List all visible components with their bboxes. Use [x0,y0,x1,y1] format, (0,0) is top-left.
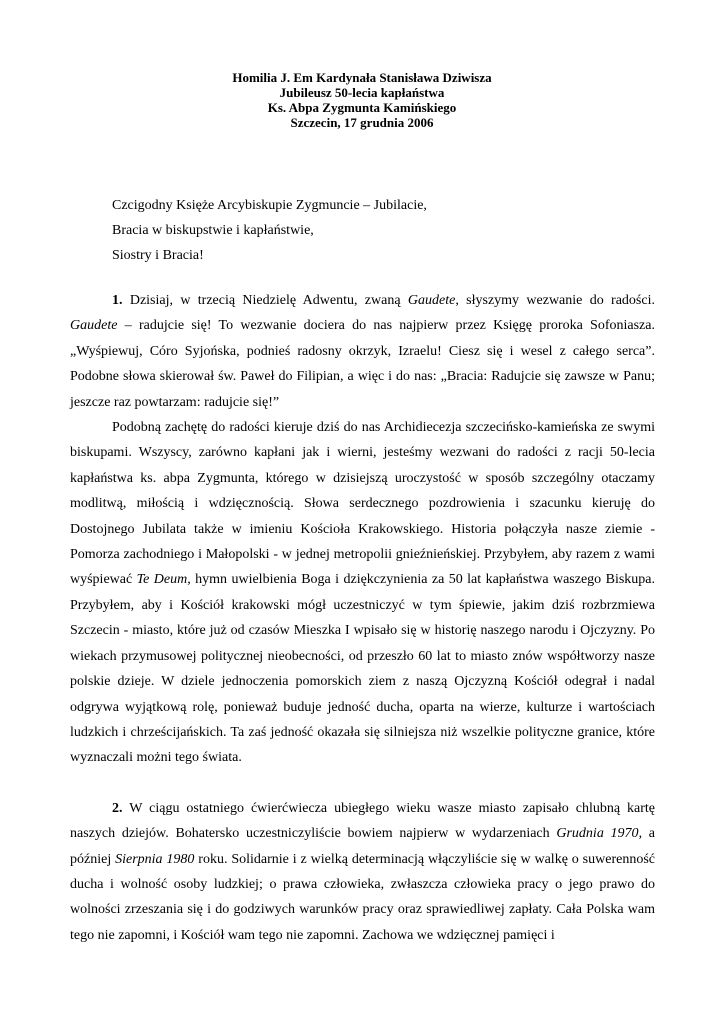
section-number: 2. [112,800,123,816]
homily-body [70,288,655,948]
paragraph [70,415,655,771]
text-run: Dzisiaj, w trzecią Niedzielę Adwentu, zwaną [122,293,408,308]
salutation [112,193,427,268]
section-number: 1. [112,293,123,308]
paragraph [70,796,655,948]
salutation-line: Bracia w biskupstwie i kapłaństwie, [112,223,314,238]
text-run: , słyszymy wezwanie do radości. [455,293,655,308]
text-run: Podobną zachętę do radości kieruje dziś do nas Archidiecezja szczecińsko-kamieńska ze swymi biskupami. Wszyscy, zarówno kapłani jak i wierni, jesteśmy wezwani do radości z racji 50-lecia kapłaństwa ks. abpa Zygmunta, którego w dzisiejszą uroczystość w sposób szczególny otaczamy modlitwą, miłością i wdzięcznością. Słowa serdecznego pozdrowienia i szacunku kieruję do Dostojnego Jubilata także w imieniu Kościoła Krakowskiego. Historia połączyła nasze ziemie - Pomorza zachodniego i Małopolski - w jednej metropolii gnieźnieńskiej. Przybyłem, aby razem z wami wyśpiewać [70,420,655,588]
homily-header [0,70,724,130]
salutation-line: Czcigodny Księże Arcybiskupie Zygmuncie – Jubilacie, [112,198,427,213]
header-title: Homilia J. Em Kardynała Stanisława Dziwisza [232,70,492,85]
header-place-date: Szczecin, 17 grudnia 2006 [290,115,434,130]
salutation-line: Siostry i Bracia! [112,248,204,263]
italic-term: Te Deum [136,572,188,588]
text-run: roku. Solidarnie i z wielką determinacją włączyliście się w walkę o suwerenność ducha i wolność osoby ludzkiej; o prawa człowieka, zwłaszcza człowieka pracy o jego prawo do wolności zrzeszania się i do godziwych warunków pracy oraz sprawiedliwej zapłaty. Cała Polska wam tego nie zapomni, i Kościół wam tego nie zapomni. Zachowa we wdzięcznej pamięci i [70,851,655,943]
text-run: , a później [70,826,656,867]
header-occasion: Jubileusz 50-lecia kapłaństwa [279,85,445,100]
italic-term: Sierpnia 1980 [115,851,195,867]
italic-term: Gaudete [407,293,456,308]
italic-term: Grudnia 1970 [556,826,639,842]
header-honoree: Ks. Abpa Zygmunta Kamińskiego [267,100,457,115]
text-run: W ciągu ostatniego ćwierćwiecza ubiegłego wieku wasze miasto zapisało chlubną kartę naszych dziejów. Bohatersko uczestniczyliście bowiem najpierw w wydarzeniach [70,800,655,842]
paragraph [70,288,655,415]
text-run: , hymn uwielbienia Boga i dziękczynienia za 50 lat kapłaństwa waszego Biskupa. Przybyłem, aby i Kościół krakowski mógł uczestniczyć w tym śpiewie, jakim dziś rozbrzmiewa Szczecin - miasto, które już od czasów Mieszka I wpisało się w historię naszego narodu i Ojczyzny. Po wiekach przymusowej politycznej nieobecności, od przeszło 60 lat to miasto znów współtworzy nasze polskie dzieje. W dziele jednoczenia pomorskich ziem z naszą Ojczyzną Kościół odegrał i nadal odgrywa wyjątkową rolę, ponieważ buduje jedność ducha, oparta na wierze, kulturze i wartościach ludzkich i chrześcijańskich. Ta zaś jedność okazała się silniejsza niż wszelkie polityczne granice, które wyznaczali możni tego świata. [70,572,655,766]
italic-term: Gaudete [70,318,118,334]
text-run: – radujcie się! To wezwanie dociera do nas najpierw przez Księgę proroka Sofoniasza. „Wyśpiewuj, Córo Syjońska, podnieś radosny okrzyk, Izraelu! Ciesz się i wesel z całego serca”. Podobne słowa skierował św. Paweł do Filipian, a więc i do nas: „Bracia: Radujcie się zawsze w Panu; jeszcze raz powtarzam: radujcie się!” [70,318,655,410]
